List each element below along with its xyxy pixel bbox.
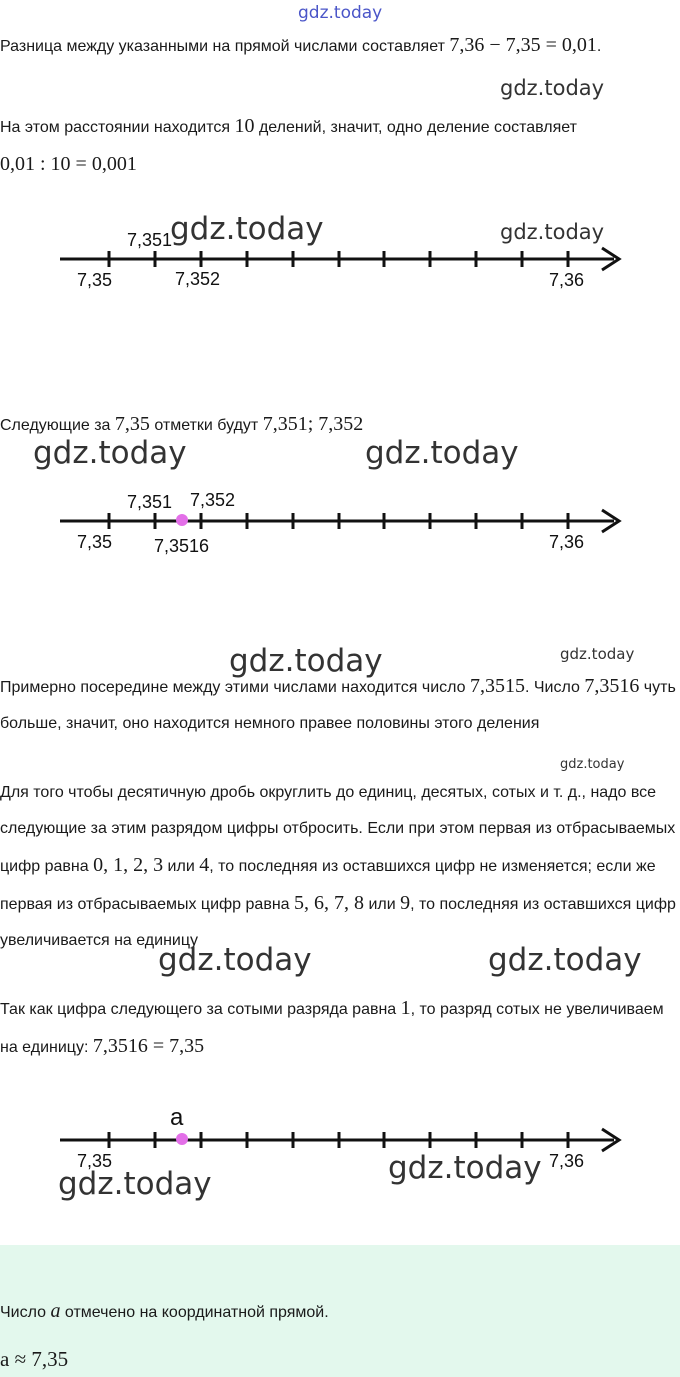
watermark: gdz.today xyxy=(388,1150,542,1186)
tick-label: 7,35 xyxy=(77,532,113,552)
math-expression: 7,351; 7,352 xyxy=(262,413,364,435)
watermark: gdz.today xyxy=(560,757,625,772)
math-variable: a xyxy=(50,1300,61,1322)
text: чуть больше, значит, оно находится немного правее половины этого деления xyxy=(0,679,676,732)
number-line-1 xyxy=(0,200,680,300)
tick-label: 7,352 xyxy=(175,269,221,289)
math-number: 9 xyxy=(400,892,411,914)
math-expression: 7,36 − 7,35 = 0,01 xyxy=(449,34,597,56)
answer-block xyxy=(0,1245,680,1377)
math-number: 7,35 xyxy=(114,413,150,435)
math-number: 5, 6, 7, 8 xyxy=(294,892,364,914)
watermark: gdz.today xyxy=(365,435,519,471)
answer-text xyxy=(0,1293,676,1331)
text: , то разряд сотых не увеличиваем на единицу: xyxy=(0,1001,664,1056)
text: отмечено на координатной прямой. xyxy=(60,1304,329,1321)
math-number: 7,3515 xyxy=(470,675,525,697)
tick-label: 7,35 xyxy=(77,270,113,290)
text: . xyxy=(596,38,602,55)
tick-label: 7,3516 xyxy=(154,536,210,556)
math-number: 4 xyxy=(199,854,210,876)
text: Разница между указанными на прямой числами составляет xyxy=(0,38,450,55)
text: Число xyxy=(0,1304,51,1321)
paragraph-division xyxy=(0,108,676,184)
math-number: 0, 1, 2, 3 xyxy=(93,854,164,876)
text: или xyxy=(364,896,401,913)
watermark: gdz.today xyxy=(560,645,635,663)
watermark: gdz.today xyxy=(500,76,605,100)
tick-label: 7,35 xyxy=(77,1151,113,1171)
number-line-2 xyxy=(0,462,680,562)
text: , то последняя из оставшихся цифр увеличивается на единицу xyxy=(0,896,676,949)
math-number: 1 xyxy=(400,997,411,1019)
tick-label: 7,36 xyxy=(549,270,585,290)
text: . Число xyxy=(525,679,585,696)
text: или xyxy=(163,858,200,875)
math-expression: 0,01 : 10 = 0,001 xyxy=(0,153,137,175)
tick-label: 7,351 xyxy=(127,492,173,512)
math-number: 7,3516 xyxy=(584,675,640,697)
tick-label: a xyxy=(170,1104,184,1131)
watermark: gdz.today xyxy=(58,1166,212,1202)
tick-label: 7,36 xyxy=(549,532,585,552)
text: Следующие за xyxy=(0,417,115,434)
paragraph-conclusion xyxy=(0,990,676,1066)
text: отметки будут xyxy=(149,417,263,434)
text: Примерно посередине между этими числами находится число xyxy=(0,679,470,696)
watermark: gdz.today xyxy=(488,942,642,978)
tick-label: 7,36 xyxy=(549,1151,585,1171)
point-marker xyxy=(176,1133,188,1145)
answer-result: a ≈ 7,35 xyxy=(0,1347,69,1371)
point-marker xyxy=(176,514,188,526)
watermark: gdz.today xyxy=(33,435,187,471)
text: На этом расстоянии находится xyxy=(0,119,235,136)
paragraph-rounding-rule xyxy=(0,775,676,959)
tick-label: 7,351 xyxy=(127,230,173,250)
watermark: gdz.today xyxy=(500,220,605,244)
watermark: gdz.today xyxy=(298,3,383,23)
text: делений, значит, одно деление составляет xyxy=(254,119,577,136)
text: Так как цифра следующего за сотыми разряда равна xyxy=(0,1001,401,1018)
paragraph-difference xyxy=(0,27,676,65)
tick-label: 7,352 xyxy=(190,490,236,510)
watermark: gdz.today xyxy=(170,211,324,247)
watermark: gdz.today xyxy=(229,643,383,679)
text: Для того чтобы десятичную дробь округлить до единиц, десятых, сотых и т. д., надо все следующие за этим разрядом цифры отбросить. Если при этом первая из отбрасываемых цифр равна xyxy=(0,784,676,875)
paragraph-midpoint xyxy=(0,668,676,742)
math-number: 10 xyxy=(234,115,255,137)
math-expression: 7,3516 = 7,35 xyxy=(92,1035,205,1057)
text: , то последняя из оставшихся цифр не изменяется; если же первая из отбрасываемых цифр равна xyxy=(0,858,656,913)
watermark: gdz.today xyxy=(158,942,312,978)
